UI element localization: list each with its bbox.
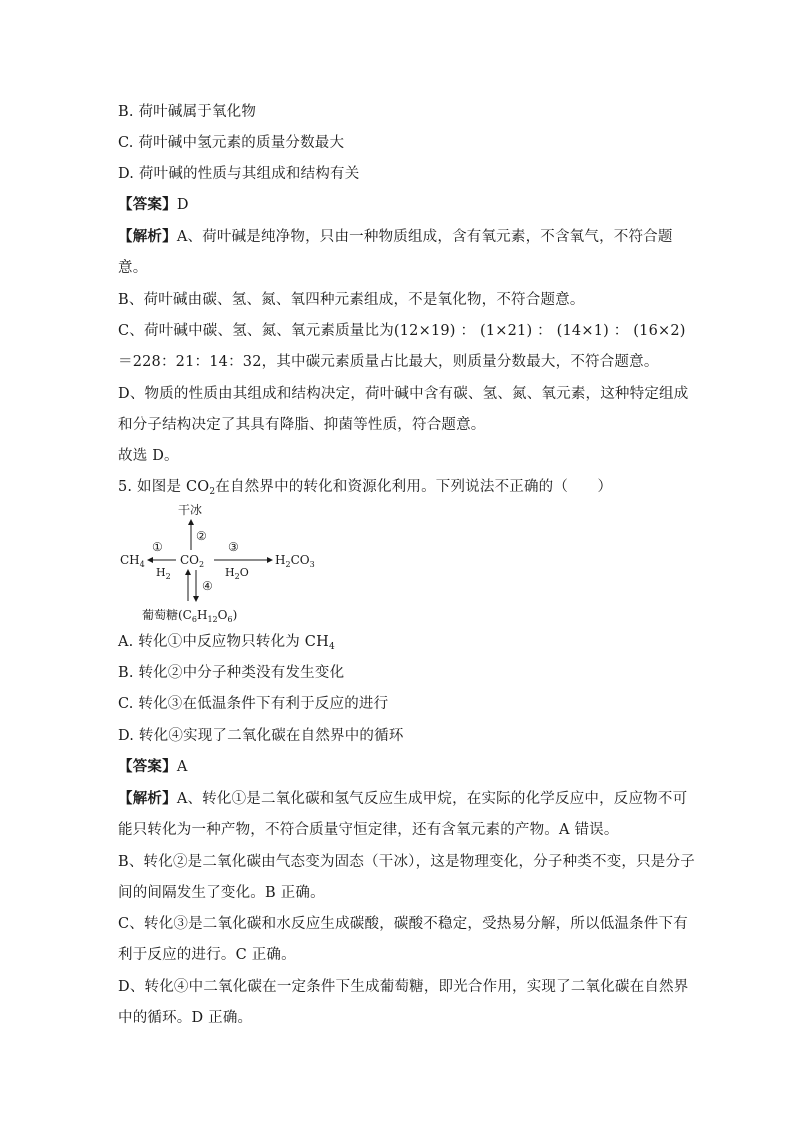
option-a-sub: 4: [328, 642, 335, 652]
q4-analysis-c-cont: ＝228：21：14：32，其中碳元素质量占比最大，则质量分数最大，不符合题意。: [118, 354, 659, 370]
q4-analysis-d: D、物质的性质由其组成和结构决定，荷叶碱中含有碳、氢、氮、氧元素，这种特定组成: [118, 386, 689, 402]
q4-answer: [118, 195, 189, 215]
analysis-text: A、转化①是二氧化碳和氢气反应生成甲烷，在实际的化学反应中，反应物不可: [176, 791, 688, 807]
q5-option-c: C. 转化③在低温条件下有利于反应的进行: [118, 696, 389, 712]
answer-label: 【答案】: [118, 758, 177, 775]
analysis-text: A、荷叶碱是纯净物，只由一种物质组成，含有氧元素，不含氧气，不符合题: [176, 229, 673, 245]
q5-answer: [118, 757, 187, 777]
option-a-text: A. 转化①中反应物只转化为 CH: [118, 634, 329, 650]
analysis-label: 【解析】: [118, 228, 177, 245]
q4-analysis-c: C、荷叶碱中碳、氢、氮、氧元素质量比为(12×19) ： (1×21) ： (14×1) ： (16×2): [118, 323, 686, 339]
ch4-label: $CH_4$: [120, 553, 145, 569]
mark-1: ①: [152, 540, 163, 554]
dry-ice-label: 干冰: [178, 503, 203, 517]
stem-text: 5. 如图是 CO: [118, 479, 210, 495]
co2-conversion-diagram: [112, 498, 352, 628]
stem-text-rest: 在自然界中的转化和资源化利用。下列说法不正确的（ ）: [215, 479, 613, 495]
q5-stem: [118, 477, 612, 497]
q5-analysis-c: C、转化③是二氧化碳和水反应生成碳酸，碳酸不稳定，受热易分解，所以低温条件下有: [118, 916, 688, 932]
q5-analysis-d: D、转化④中二氧化碳在一定条件下生成葡萄糖，即光合作用，实现了二氧化碳在自然界: [118, 979, 689, 995]
arrow-4-down-head: [193, 596, 199, 602]
arrow-2-head: [188, 519, 194, 525]
q4-analysis-d-cont: 和分子结构决定了其具有降脂、抑菌等性质，符合题意。: [118, 417, 486, 433]
q5-analysis-a: [118, 789, 687, 809]
center-co2: $CO_2$: [180, 553, 205, 569]
arrow-3-head: [267, 557, 273, 563]
mark-4: ④: [202, 579, 213, 593]
answer-value: A: [176, 759, 188, 775]
q4-option-c: C. 荷叶碱中氢元素的质量分数最大: [118, 135, 345, 151]
h2o-condition: $H_2O$: [225, 566, 249, 581]
q5-option-a: [118, 632, 335, 652]
h2co3-label: $H_2CO_3$: [275, 553, 315, 569]
q5-analysis-c-cont: 利于反应的进行。C 正确。: [118, 947, 296, 963]
q5-analysis-d-cont: 中的循环。D 正确。: [118, 1010, 253, 1026]
q5-analysis-b: B、转化②是二氧化碳由气态变为固态（干冰），这是物理变化，分子种类不变，只是分子: [118, 854, 695, 870]
answer-label: 【答案】: [118, 196, 177, 213]
mark-3: ③: [228, 540, 239, 554]
q5-option-d: D. 转化④实现了二氧化碳在自然界中的循环: [118, 728, 404, 744]
q4-analysis-b: B、荷叶碱由碳、氢、氮、氧四种元素组成，不是氧化物，不符合题意。: [118, 292, 585, 308]
q4-analysis-a-cont: 意。: [118, 260, 148, 276]
q5-analysis-a-cont: 能只转化为一种产物，不符合质量守恒定律，还有含氧元素的产物。A 错误。: [118, 822, 619, 838]
q4-analysis-a: [118, 227, 673, 247]
q4-option-d: D. 荷叶碱的性质与其组成和结构有关: [118, 166, 360, 182]
q5-analysis-b-cont: 间的间隔发生了变化。B 正确。: [118, 885, 325, 901]
analysis-label: 【解析】: [118, 790, 177, 807]
stem-sub: 2: [209, 487, 216, 497]
glucose-label: 葡萄糖$(C_6H_{12}O_6)$: [142, 608, 238, 624]
q4-conclusion: 故选 D。: [118, 448, 179, 464]
q4-option-b: B. 荷叶碱属于氧化物: [118, 104, 257, 120]
arrow-1-head: [147, 557, 153, 563]
arrow-4-up-head: [185, 569, 191, 575]
h2-condition: $H_2$: [156, 566, 171, 581]
answer-value: D: [176, 197, 189, 213]
mark-2: ②: [196, 529, 207, 543]
q5-option-b: B. 转化②中分子种类没有发生变化: [118, 665, 345, 681]
